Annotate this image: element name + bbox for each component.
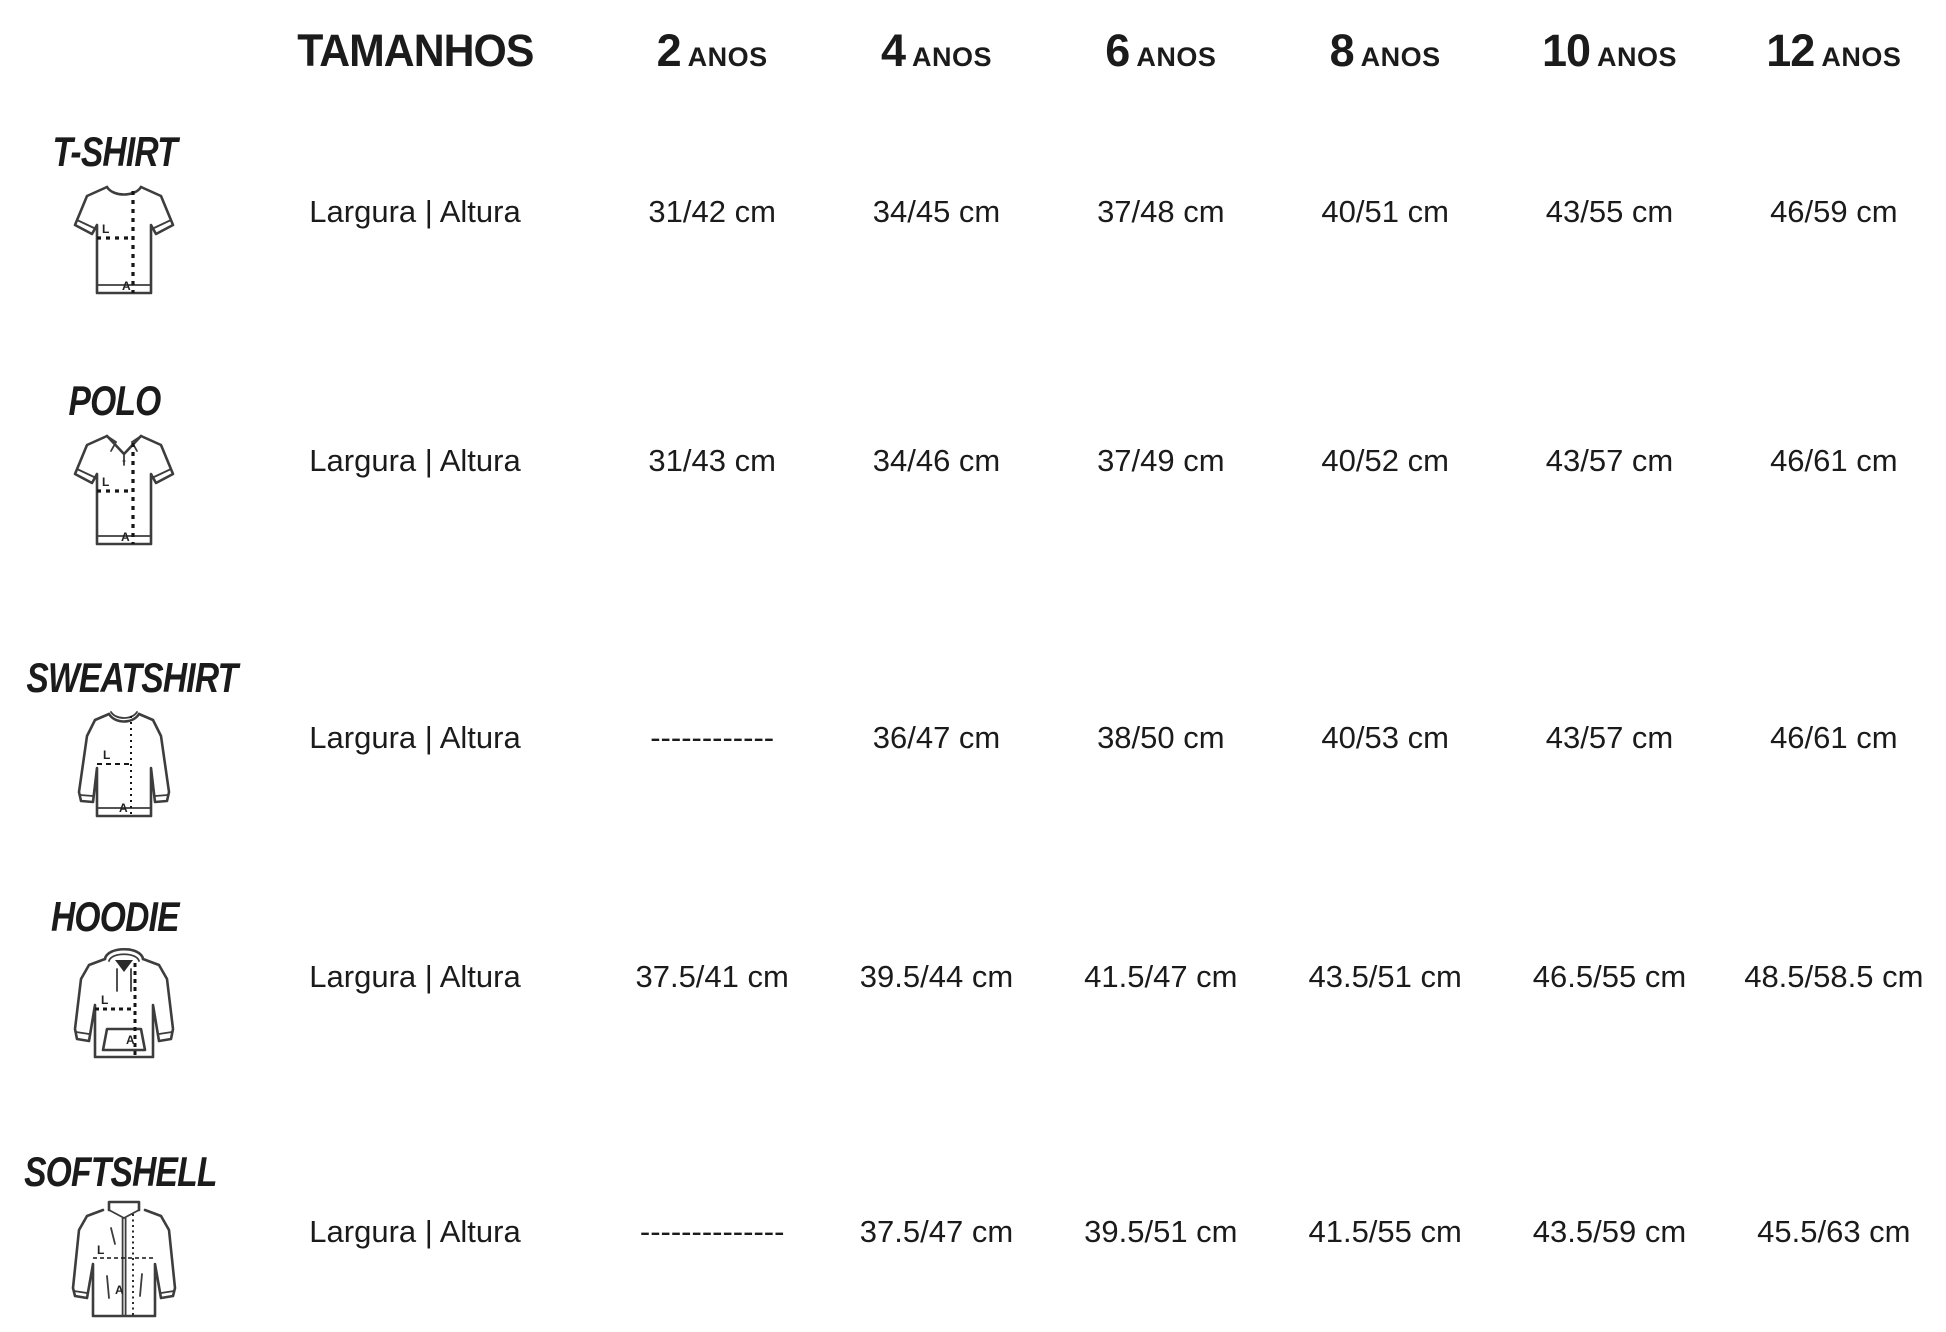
polo-icon [0,423,230,554]
product-row-sweatshirt [0,654,1946,831]
svg-text:L: L [103,748,111,762]
product-label: SWEATSHIRT [26,654,238,701]
measure-label: Largura | Altura [309,443,521,478]
size-value: 38/50 cm [1097,720,1225,755]
product-label: HOODIE [51,893,179,940]
size-value: 46/59 cm [1770,194,1898,229]
col-header-6-anos [1049,25,1273,77]
svg-text:A: A [121,530,130,544]
product-row-softshell [0,1148,1946,1325]
product-label: SOFTSHELL [24,1148,217,1195]
softshell-icon [0,1194,230,1325]
size-value: 31/43 cm [648,443,776,478]
col-header-suffix: ANOS [687,42,768,72]
product-label-cell [0,654,238,702]
tshirt-icon [0,174,230,305]
product-row-polo [0,377,1946,554]
size-value: 43.5/51 cm [1308,959,1462,994]
hoodie-icon [0,939,230,1070]
sweatshirt-icon [0,700,230,831]
table-title [230,25,600,77]
size-value: 40/51 cm [1321,194,1449,229]
svg-text:A: A [122,279,131,293]
product-label: POLO [68,377,161,424]
col-header-suffix: ANOS [912,42,993,72]
col-header-num: 10 [1541,25,1591,76]
col-header-num: 12 [1766,25,1815,76]
svg-text:A: A [119,801,128,815]
measure-label: Largura | Altura [309,720,521,755]
size-value: 41.5/47 cm [1084,959,1238,994]
col-header-num: 6 [1105,25,1130,76]
svg-text:L: L [102,222,110,236]
size-value: 43/57 cm [1545,720,1674,755]
col-header-suffix: ANOS [1821,42,1902,72]
size-value: 43/57 cm [1545,443,1674,478]
size-value-placeholder: ------------ [650,720,775,755]
size-value: 37.5/47 cm [859,1214,1014,1249]
col-header-num: 4 [880,25,905,76]
product-label-cell [0,128,230,176]
product-label-cell [0,1148,230,1196]
col-header-num: 2 [656,25,681,76]
size-value: 43/55 cm [1545,194,1674,229]
size-value: 48.5/58.5 cm [1744,959,1924,994]
size-value: 31/42 cm [648,194,776,229]
product-label-cell [0,893,230,941]
col-header-8-anos [1273,25,1497,77]
measure-label: Largura | Altura [309,1214,521,1249]
col-header-suffix: ANOS [1136,42,1217,72]
product-label: T-SHIRT [52,128,178,175]
size-value-placeholder: -------------- [639,1214,785,1249]
size-value: 37/48 cm [1097,194,1225,229]
svg-text:A: A [126,1033,135,1047]
size-value: 43.5/59 cm [1532,1214,1687,1249]
size-value: 37/49 cm [1097,443,1225,478]
size-value: 46.5/55 cm [1532,959,1687,994]
product-label-cell [0,377,230,425]
measure-label: Largura | Altura [309,959,521,994]
col-header-num: 8 [1329,25,1354,76]
product-row-hoodie [0,893,1946,1070]
size-value: 41.5/55 cm [1308,1214,1462,1249]
col-header-2-anos [600,25,824,77]
size-value: 40/53 cm [1321,720,1449,755]
size-value: 40/52 cm [1321,443,1449,478]
svg-text:L: L [101,993,109,1007]
size-value: 39.5/44 cm [859,959,1014,994]
size-value: 34/45 cm [872,194,1001,229]
size-value: 46/61 cm [1770,443,1898,478]
size-value: 37.5/41 cm [635,959,789,994]
table-title-text: TAMANHOS [296,25,534,76]
size-value: 46/61 cm [1770,720,1898,755]
svg-text:L: L [102,475,110,489]
size-value: 39.5/51 cm [1084,1214,1238,1249]
size-value: 34/46 cm [872,443,1001,478]
measure-label: Largura | Altura [309,194,521,229]
svg-text:L: L [97,1243,105,1257]
product-row-tshirt [0,128,1946,305]
col-header-10-anos [1497,25,1721,77]
col-header-suffix: ANOS [1597,42,1678,72]
size-value: 36/47 cm [872,720,1001,755]
col-header-4-anos [824,25,1048,77]
size-value: 45.5/63 cm [1757,1214,1911,1249]
svg-text:A: A [115,1283,124,1297]
col-header-12-anos [1722,25,1946,77]
size-chart-page [0,24,1946,1332]
col-header-suffix: ANOS [1360,42,1441,72]
header-row [0,24,1946,78]
